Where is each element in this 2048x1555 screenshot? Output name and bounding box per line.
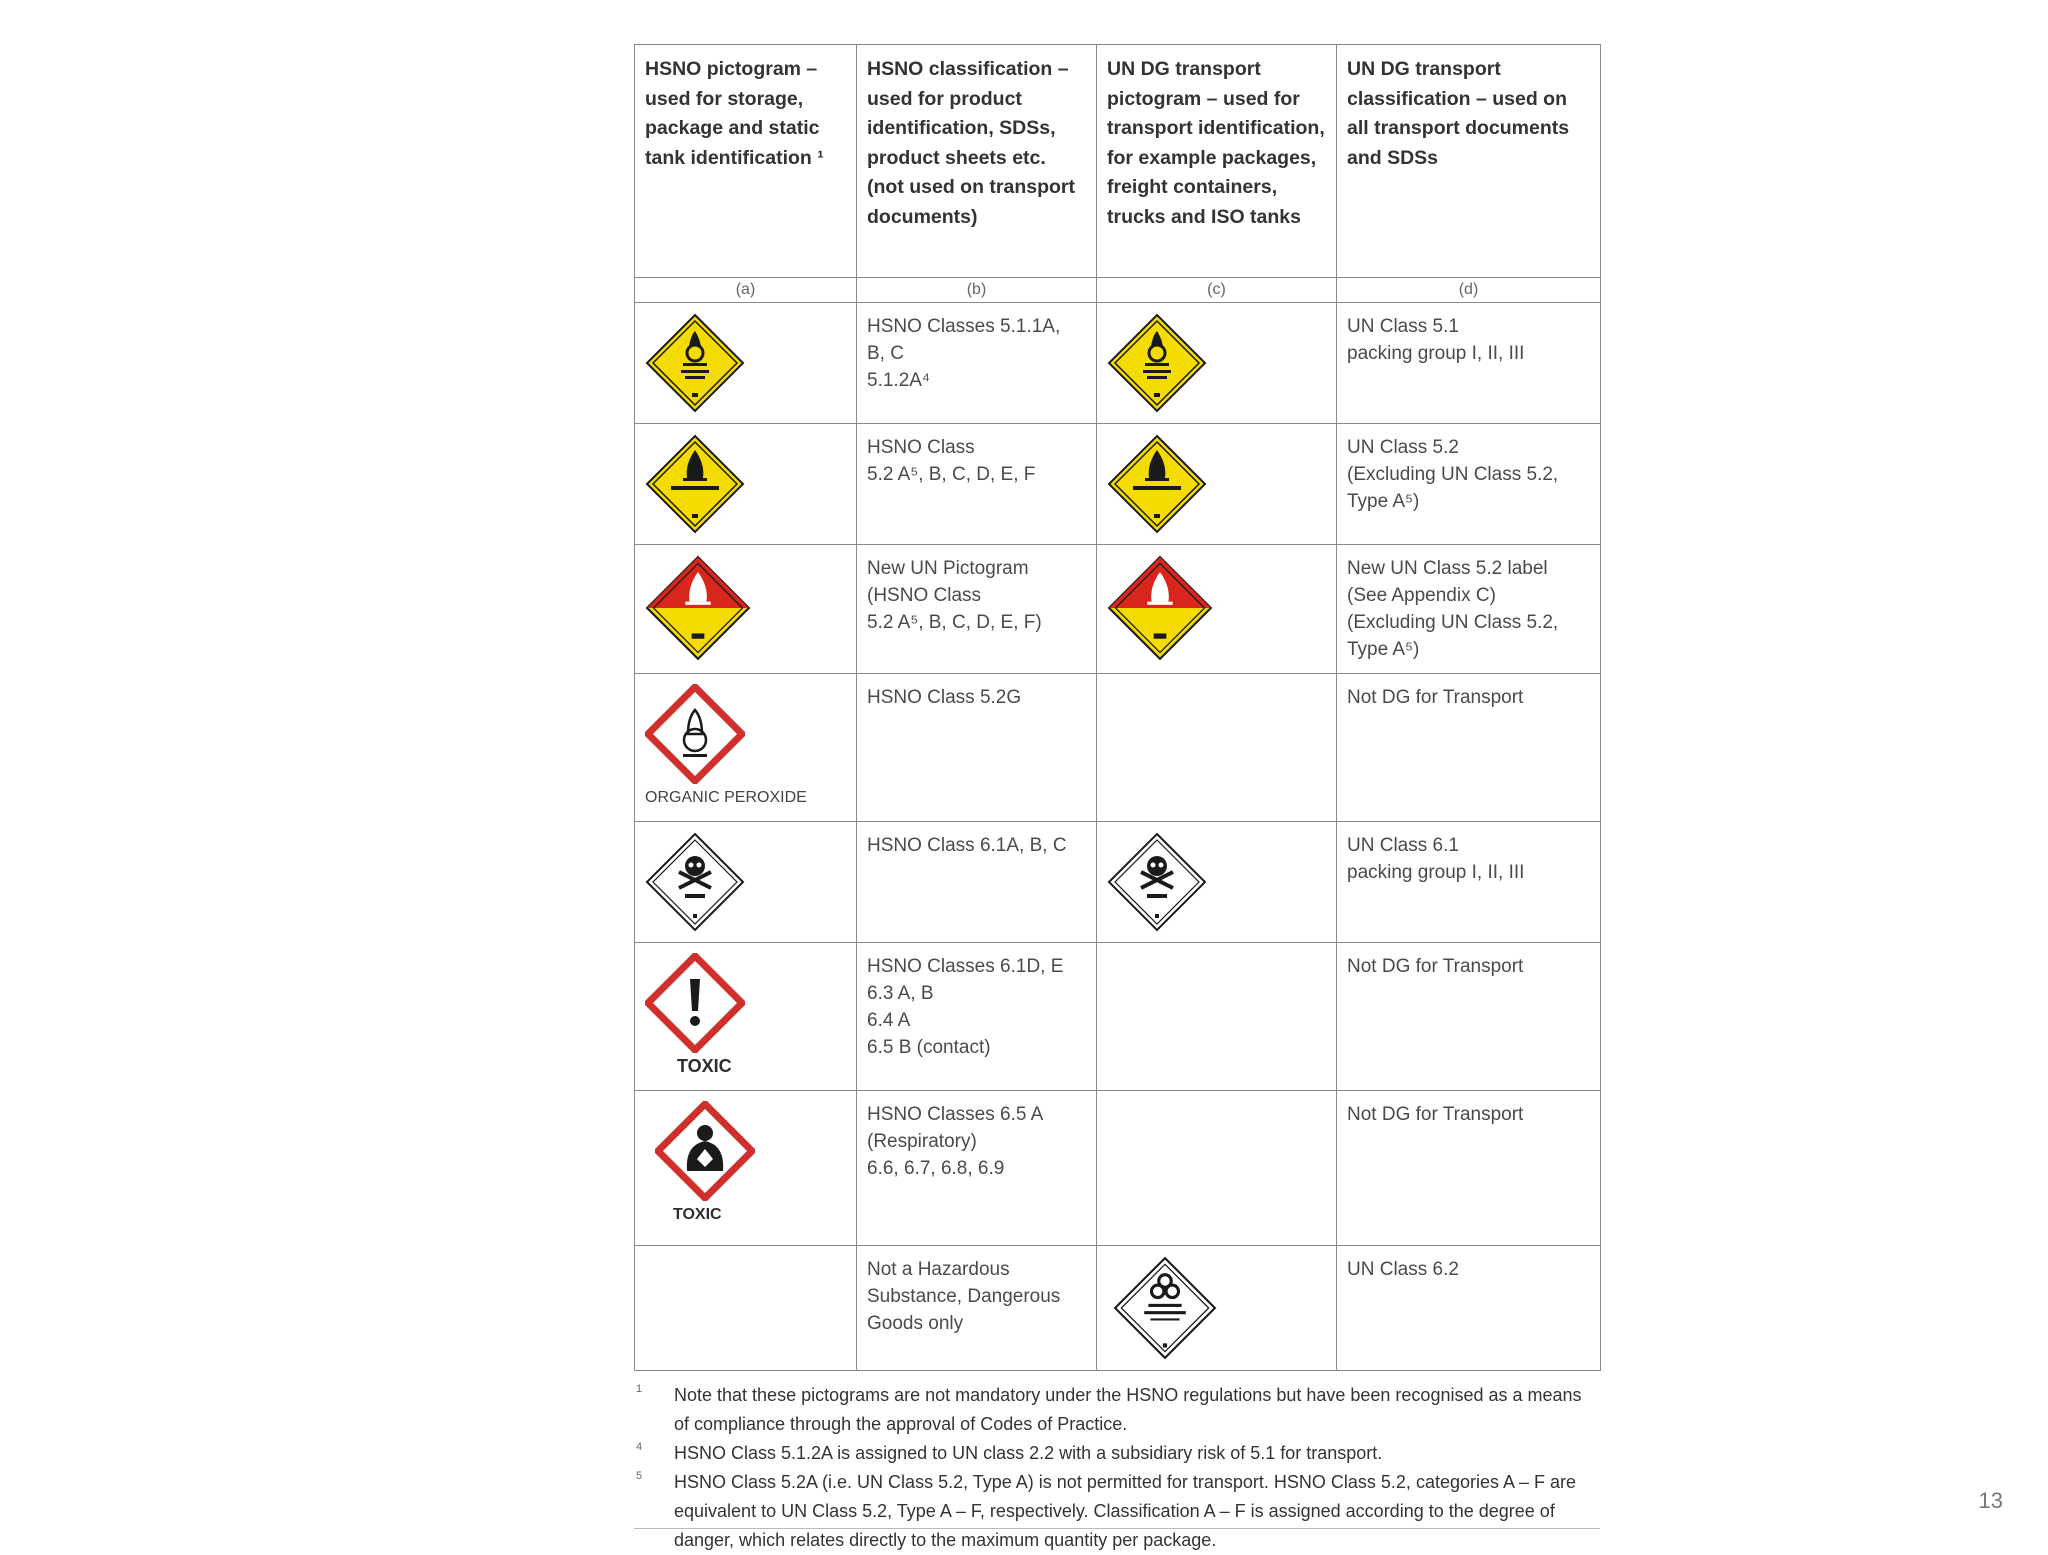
un-class-cell: Not DG for Transport	[1337, 1091, 1601, 1246]
organic-peroxide-yellow-icon	[1107, 434, 1207, 534]
hsno-pictogram-cell	[635, 822, 857, 943]
un-class-cell: Not DG for Transport	[1337, 943, 1601, 1091]
un-class-cell: UN Class 6.2	[1337, 1246, 1601, 1371]
un-pictogram-cell	[1097, 1246, 1337, 1371]
column-letter-a: (a)	[635, 278, 857, 303]
table-row	[635, 545, 1601, 674]
header-un-pictogram: UN DG transport pictogram – used for transport identification, for example packages, freight containers, trucks and ISO tanks	[1097, 45, 1337, 278]
column-letter-c: (c)	[1097, 278, 1337, 303]
footnote-text: Note that these pictograms are not mandatory under the HSNO regulations but have been recognised as a means of compliance through the approval of Codes of Practice.	[674, 1385, 1582, 1434]
pictogram-caption: TOXIC	[677, 1056, 732, 1076]
hsno-class-cell: New UN Pictogram (HSNO Class 5.2 A⁵, B, C, D, E, F)	[857, 545, 1097, 674]
un-class-cell: UN Class 5.2 (Excluding UN Class 5.2, Type A⁵)	[1337, 424, 1601, 545]
un-class-cell: UN Class 5.1 packing group I, II, III	[1337, 303, 1601, 424]
organic-peroxide-red-yellow-icon	[645, 555, 751, 661]
pictogram-caption: TOXIC	[673, 1206, 722, 1223]
column-letter-b: (b)	[857, 278, 1097, 303]
hsno-pictogram-cell	[635, 674, 857, 822]
hsno-class-cell: HSNO Class 5.2G	[857, 674, 1097, 822]
footnote	[634, 1439, 1600, 1468]
column-letter-row	[635, 278, 1601, 303]
hsno-class-cell: HSNO Classes 5.1.1A, B, C 5.1.2A⁴	[857, 303, 1097, 424]
un-pictogram-cell	[1097, 303, 1337, 424]
footnote-mark: 5	[636, 1470, 643, 1482]
un-class-cell: Not DG for Transport	[1337, 674, 1601, 822]
hsno-pictogram-cell	[635, 943, 857, 1091]
exclamation-icon	[645, 953, 745, 1053]
hsno-class-cell: HSNO Class 5.2 A⁵, B, C, D, E, F	[857, 424, 1097, 545]
hsno-pictogram-cell-empty	[635, 1246, 857, 1371]
footnote	[634, 1381, 1600, 1439]
hsno-pictogram-cell	[635, 1091, 857, 1246]
document-page	[634, 44, 1600, 1555]
un-pictogram-cell-empty	[1097, 1091, 1337, 1246]
header-hsno-pictogram: HSNO pictogram –used for storage, package and static tank identification ¹	[635, 45, 857, 278]
header-un-classification: UN DG transport classification – used on all transport documents and SDSs	[1337, 45, 1601, 278]
pictogram-table	[634, 44, 1601, 1371]
un-pictogram-cell-empty	[1097, 674, 1337, 822]
biohazard-icon	[1113, 1256, 1217, 1360]
un-pictogram-cell	[1097, 424, 1337, 545]
footnote	[634, 1468, 1600, 1555]
oxidizing-icon	[1107, 313, 1207, 413]
column-letter-d: (d)	[1337, 278, 1601, 303]
hsno-class-cell: HSNO Classes 6.5 A (Respiratory) 6.6, 6.7, 6.8, 6.9	[857, 1091, 1097, 1246]
oxidizing-icon	[645, 313, 745, 413]
un-pictogram-cell	[1097, 545, 1337, 674]
hsno-pictogram-cell	[635, 545, 857, 674]
pictogram-caption: ORGANIC PEROXIDE	[645, 789, 807, 806]
footnote-text: HSNO Class 5.1.2A is assigned to UN class 2.2 with a subsidiary risk of 5.1 for transport.	[674, 1443, 1383, 1463]
un-class-cell: New UN Class 5.2 label (See Appendix C) (Excluding UN Class 5.2, Type A⁵)	[1337, 545, 1601, 674]
un-pictogram-cell-empty	[1097, 943, 1337, 1091]
table-header-row	[635, 45, 1601, 278]
ghs-flame-over-circle-icon	[645, 684, 745, 784]
skull-crossbones-icon	[1107, 832, 1207, 932]
footnote-text: HSNO Class 5.2A (i.e. UN Class 5.2, Type A) is not permitted for transport. HSNO Class 5.2, categories A – F are equivalent to UN Class 5.2, Type A – F, respectively. Classification A – F is assigned according to the degree of danger, which relates directly to the maximum quantity per package.	[674, 1472, 1577, 1550]
footnote-mark: 1	[636, 1383, 643, 1395]
page-number: 13	[1978, 1488, 2003, 1513]
header-hsno-classification: HSNO classification – used for product identification, SDSs, product sheets etc. (not used on transport documents)	[857, 45, 1097, 278]
table-row	[635, 1091, 1601, 1246]
hsno-pictogram-cell	[635, 303, 857, 424]
organic-peroxide-yellow-icon	[645, 434, 745, 534]
table-row	[635, 943, 1601, 1091]
table-row	[635, 674, 1601, 822]
organic-peroxide-red-yellow-icon	[1107, 555, 1213, 661]
table-row	[635, 1246, 1601, 1371]
un-class-cell: UN Class 6.1 packing group I, II, III	[1337, 822, 1601, 943]
un-pictogram-cell	[1097, 822, 1337, 943]
skull-crossbones-icon	[645, 832, 745, 932]
page-bottom-rule	[634, 1528, 1600, 1529]
hsno-class-cell: HSNO Classes 6.1D, E 6.3 A, B 6.4 A 6.5 B (contact)	[857, 943, 1097, 1091]
hsno-class-cell: Not a Hazardous Substance, Dangerous Goods only	[857, 1246, 1097, 1371]
health-hazard-icon	[655, 1101, 755, 1201]
table-row	[635, 424, 1601, 545]
table-row	[635, 822, 1601, 943]
hsno-class-cell: HSNO Class 6.1A, B, C	[857, 822, 1097, 943]
footnote-mark: 4	[636, 1441, 643, 1453]
table-row	[635, 303, 1601, 424]
hsno-pictogram-cell	[635, 424, 857, 545]
